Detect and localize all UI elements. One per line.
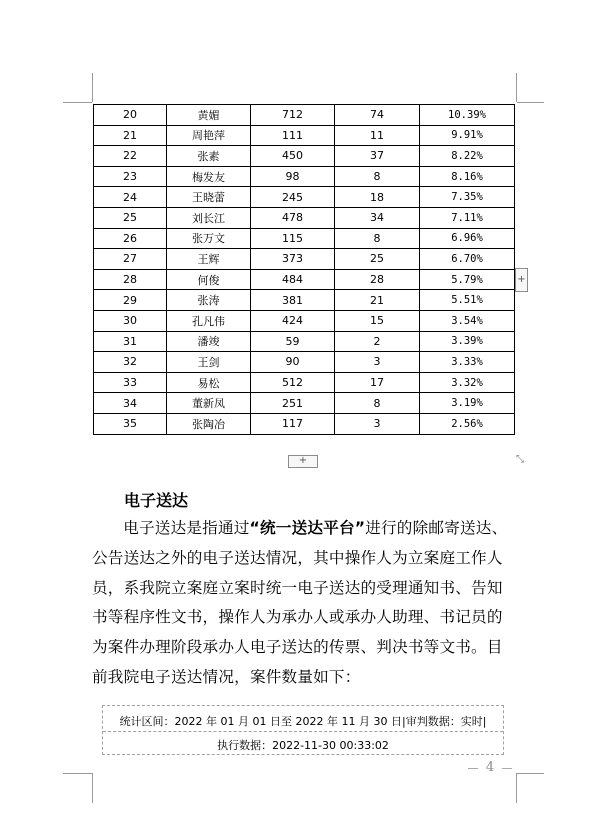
rank-cell: 20 xyxy=(94,105,167,126)
paragraph-text-rest: 进行的除邮寄送达、公告送达之外的电子送达情况，其中操作人为立案庭工作人员，系我院立案庭立案时统一电子送达的受理通知书、告知书等程序性文书，操作人为承办人或承办人助理、书记员的为案件办理阶段承办人电子送达的传票、判决书等文书。目前我院电子送达情况，案件数量如下： xyxy=(92,519,508,686)
name-cell: 易松 xyxy=(167,372,251,393)
electronic-cases-cell: 11 xyxy=(335,125,420,146)
name-cell: 张涛 xyxy=(167,290,251,311)
total-cases-cell: 59 xyxy=(251,331,335,352)
total-cases-cell: 512 xyxy=(251,372,335,393)
table-row xyxy=(94,331,515,352)
statistics-range-line: 统计区间：2022 年 01 月 01 日至 2022 年 11 月 30 日|审判数据：实时| xyxy=(119,715,487,728)
table-row xyxy=(94,310,515,331)
name-cell: 潘竣 xyxy=(167,331,251,352)
ratio-cell: 7.35% xyxy=(420,187,515,208)
rank-cell: 31 xyxy=(94,331,167,352)
total-cases-cell: 484 xyxy=(251,269,335,290)
electronic-cases-cell: 3 xyxy=(335,352,420,373)
electronic-cases-cell: 17 xyxy=(335,372,420,393)
statistics-divider xyxy=(103,731,503,732)
ratio-cell: 8.22% xyxy=(420,146,515,167)
name-cell: 黄媚 xyxy=(167,105,251,126)
table-row xyxy=(94,187,515,208)
table-row xyxy=(94,125,515,146)
electronic-cases-cell: 15 xyxy=(335,310,420,331)
electronic-cases-cell: 37 xyxy=(335,146,420,167)
rank-cell: 27 xyxy=(94,249,167,270)
body-paragraph xyxy=(92,514,516,693)
table-row xyxy=(94,290,515,311)
rank-cell: 29 xyxy=(94,290,167,311)
rank-cell: 33 xyxy=(94,372,167,393)
table-row xyxy=(94,393,515,414)
electronic-cases-cell: 8 xyxy=(335,228,420,249)
statistics-box xyxy=(102,705,504,755)
table-row xyxy=(94,372,515,393)
crop-mark-top-right xyxy=(517,102,544,103)
page-number: 4 xyxy=(470,760,510,775)
name-cell: 董新凤 xyxy=(167,393,251,414)
total-cases-cell: 111 xyxy=(251,125,335,146)
table-row xyxy=(94,352,515,373)
crop-mark-top-right xyxy=(516,73,517,102)
rank-cell: 24 xyxy=(94,187,167,208)
total-cases-cell: 373 xyxy=(251,249,335,270)
name-cell: 孔凡伟 xyxy=(167,310,251,331)
table-row xyxy=(94,228,515,249)
ratio-cell: 6.70% xyxy=(420,249,515,270)
total-cases-cell: 478 xyxy=(251,207,335,228)
ranking-table-body xyxy=(94,105,515,435)
name-cell: 王剑 xyxy=(167,352,251,373)
total-cases-cell: 90 xyxy=(251,352,335,373)
table-row xyxy=(94,413,515,434)
rank-cell: 30 xyxy=(94,310,167,331)
name-cell: 刘长江 xyxy=(167,207,251,228)
table-row xyxy=(94,249,515,270)
table-row xyxy=(94,269,515,290)
ratio-cell: 9.91% xyxy=(420,125,515,146)
name-cell: 梅发友 xyxy=(167,166,251,187)
ratio-cell: 5.79% xyxy=(420,269,515,290)
total-cases-cell: 712 xyxy=(251,105,335,126)
rank-cell: 28 xyxy=(94,269,167,290)
ratio-cell: 3.54% xyxy=(420,310,515,331)
table-row xyxy=(94,207,515,228)
electronic-cases-cell: 74 xyxy=(335,105,420,126)
ratio-cell: 7.11% xyxy=(420,207,515,228)
name-cell: 张素 xyxy=(167,146,251,167)
paragraph-text-start: 电子送达是指通过 xyxy=(123,519,250,537)
ranking-table xyxy=(93,104,515,435)
rank-cell: 25 xyxy=(94,207,167,228)
total-cases-cell: 450 xyxy=(251,146,335,167)
total-cases-cell: 381 xyxy=(251,290,335,311)
electronic-cases-cell: 3 xyxy=(335,413,420,434)
electronic-cases-cell: 21 xyxy=(335,290,420,311)
rank-cell: 34 xyxy=(94,393,167,414)
crop-mark-top-left xyxy=(92,73,93,102)
electronic-cases-cell: 28 xyxy=(335,269,420,290)
rank-cell: 21 xyxy=(94,125,167,146)
ratio-cell: 3.33% xyxy=(420,352,515,373)
crop-mark-bottom-left xyxy=(63,773,92,774)
crop-mark-top-left xyxy=(63,102,92,103)
name-cell: 张陶冶 xyxy=(167,413,251,434)
name-cell: 何俊 xyxy=(167,269,251,290)
electronic-cases-cell: 8 xyxy=(335,393,420,414)
platform-name-bold: “统一送达平台” xyxy=(249,519,366,537)
total-cases-cell: 251 xyxy=(251,393,335,414)
add-row-button[interactable]: + xyxy=(288,455,318,468)
ratio-cell: 2.56% xyxy=(420,413,515,434)
crop-mark-bottom-right xyxy=(517,773,544,774)
total-cases-cell: 424 xyxy=(251,310,335,331)
section-heading: 电子送达 xyxy=(124,491,189,510)
ratio-cell: 3.32% xyxy=(420,372,515,393)
electronic-cases-cell: 25 xyxy=(335,249,420,270)
ratio-cell: 3.19% xyxy=(420,393,515,414)
rank-cell: 26 xyxy=(94,228,167,249)
ratio-cell: 5.51% xyxy=(420,290,515,311)
name-cell: 王辉 xyxy=(167,249,251,270)
electronic-cases-cell: 2 xyxy=(335,331,420,352)
total-cases-cell: 245 xyxy=(251,187,335,208)
name-cell: 王晓蕾 xyxy=(167,187,251,208)
ratio-cell: 8.16% xyxy=(420,166,515,187)
ratio-cell: 10.39% xyxy=(420,105,515,126)
total-cases-cell: 117 xyxy=(251,413,335,434)
total-cases-cell: 98 xyxy=(251,166,335,187)
add-column-button[interactable]: + xyxy=(515,268,528,292)
ratio-cell: 6.96% xyxy=(420,228,515,249)
rank-cell: 32 xyxy=(94,352,167,373)
total-cases-cell: 115 xyxy=(251,228,335,249)
execution-data-line: 执行数据：2022-11-30 00:33:02 xyxy=(217,739,389,752)
rank-cell: 23 xyxy=(94,166,167,187)
electronic-cases-cell: 18 xyxy=(335,187,420,208)
electronic-cases-cell: 34 xyxy=(335,207,420,228)
electronic-cases-cell: 8 xyxy=(335,166,420,187)
name-cell: 周艳萍 xyxy=(167,125,251,146)
table-resize-handle[interactable]: ⤡ xyxy=(516,454,524,465)
name-cell: 张万文 xyxy=(167,228,251,249)
table-row xyxy=(94,105,515,126)
ratio-cell: 3.39% xyxy=(420,331,515,352)
table-row xyxy=(94,166,515,187)
crop-mark-bottom-right xyxy=(516,773,517,803)
rank-cell: 22 xyxy=(94,146,167,167)
rank-cell: 35 xyxy=(94,413,167,434)
table-row xyxy=(94,146,515,167)
crop-mark-bottom-left xyxy=(92,773,93,803)
